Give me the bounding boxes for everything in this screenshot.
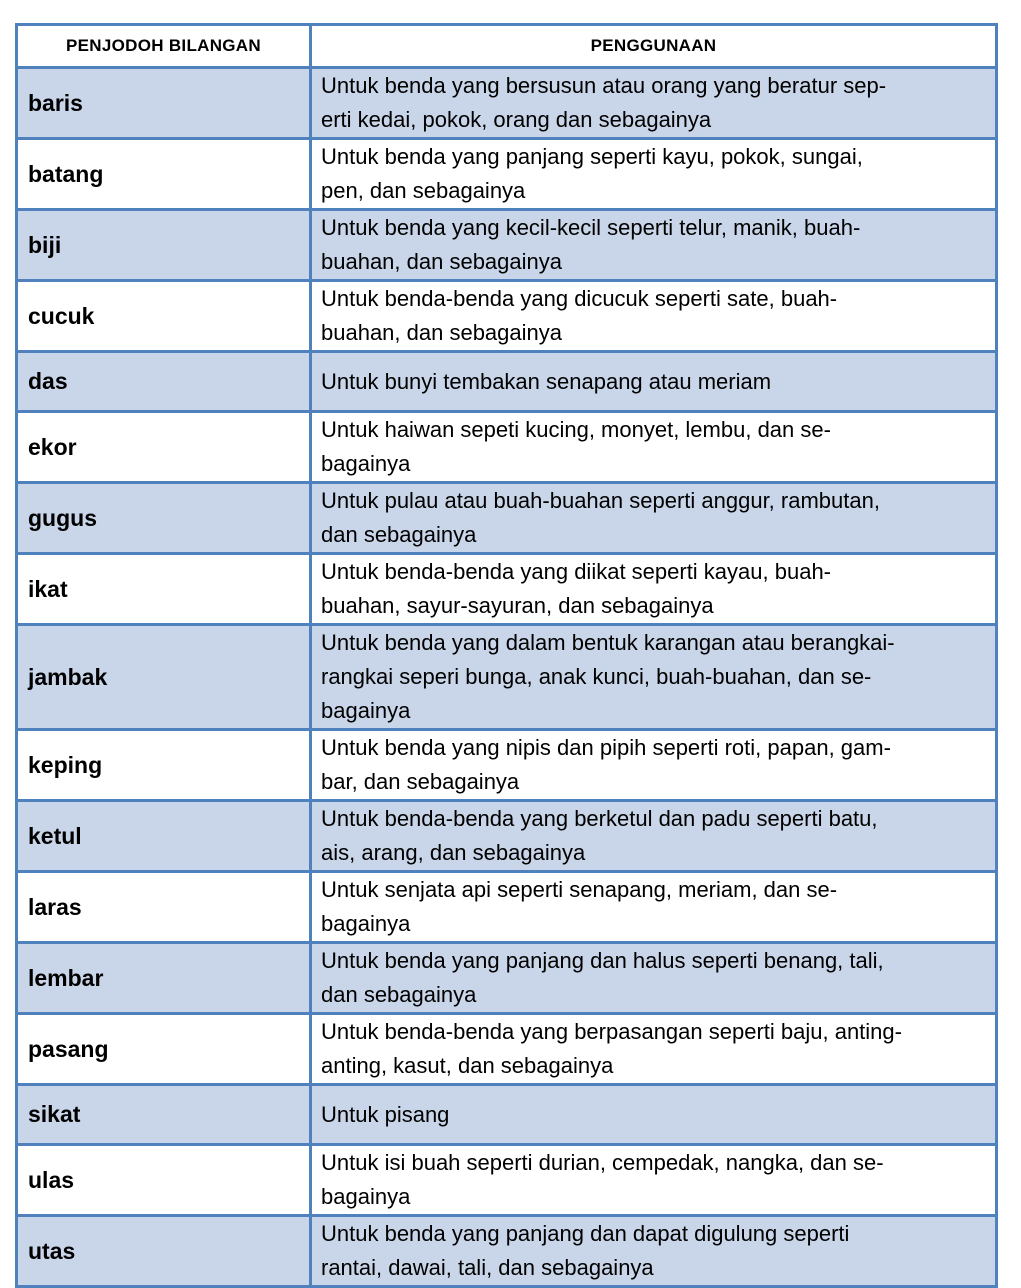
classifier-usage [311, 281, 997, 352]
usage-line: bar, dan sebagainya [321, 769, 520, 794]
header-penjodoh-bilangan: PENJODOH BILANGAN [17, 25, 311, 68]
table-row [17, 210, 997, 281]
usage-line: bagainya [321, 911, 411, 936]
usage-line: buahan, dan sebagainya [321, 320, 562, 345]
classifier-usage [311, 1145, 997, 1216]
table-row [17, 1216, 997, 1287]
usage-line: buahan, dan sebagainya [321, 249, 562, 274]
usage-line: Untuk bunyi tembakan senapang atau meriam [321, 368, 772, 394]
usage-line: Untuk benda yang kecil-kecil seperti telur, manik, buah- [321, 215, 861, 240]
classifier-usage [311, 625, 997, 730]
classifier-term: jambak [17, 625, 311, 730]
table-row [17, 730, 997, 801]
classifier-term: das [17, 352, 311, 412]
usage-line: Untuk benda yang nipis dan pipih seperti roti, papan, gam- [321, 735, 891, 760]
usage-line: Untuk senjata api seperti senapang, meriam, dan se- [321, 877, 838, 902]
classifier-usage [311, 352, 997, 412]
usage-line: pen, dan sebagainya [321, 178, 526, 203]
table-row [17, 352, 997, 412]
classifier-usage [311, 730, 997, 801]
usage-line: rantai, dawai, tali, dan sebagainya [321, 1255, 654, 1280]
usage-line: Untuk pulau atau buah-buahan seperti anggur, rambutan, [321, 488, 880, 513]
table-row [17, 281, 997, 352]
header-penggunaan: PENGGUNAAN [311, 25, 997, 68]
classifier-usage [311, 68, 997, 139]
usage-line: Untuk benda-benda yang berketul dan padu seperti batu, [321, 806, 878, 831]
classifier-term: sikat [17, 1085, 311, 1145]
usage-line: Untuk benda yang panjang dan dapat digulung seperti [321, 1221, 850, 1246]
usage-line: dan sebagainya [321, 982, 477, 1007]
classifier-term: utas [17, 1216, 311, 1287]
usage-line: Untuk benda-benda yang diikat seperti kayau, buah- [321, 559, 832, 584]
table-row [17, 554, 997, 625]
classifier-usage [311, 801, 997, 872]
classifier-term: pasang [17, 1014, 311, 1085]
classifier-usage [311, 554, 997, 625]
usage-line: Untuk benda-benda yang dicucuk seperti sate, buah- [321, 286, 838, 311]
usage-line: Untuk benda yang dalam bentuk karangan atau berangkai- [321, 630, 895, 655]
classifier-usage [311, 1085, 997, 1145]
classifier-term: ulas [17, 1145, 311, 1216]
classifier-term: ekor [17, 412, 311, 483]
usage-line: bagainya [321, 698, 411, 723]
classifier-table [15, 23, 998, 1288]
classifier-usage [311, 412, 997, 483]
table-row [17, 412, 997, 483]
classifier-term: gugus [17, 483, 311, 554]
classifier-term: laras [17, 872, 311, 943]
table-row [17, 943, 997, 1014]
table-body [17, 68, 997, 1287]
classifier-term: ketul [17, 801, 311, 872]
usage-line: bagainya [321, 1184, 411, 1209]
classifier-usage [311, 1216, 997, 1287]
usage-line: buahan, sayur-sayuran, dan sebagainya [321, 593, 714, 618]
classifier-term: biji [17, 210, 311, 281]
usage-line: anting, kasut, dan sebagainya [321, 1053, 614, 1078]
table-row [17, 68, 997, 139]
usage-line: Untuk benda-benda yang berpasangan seperti baju, anting- [321, 1019, 902, 1044]
usage-line: dan sebagainya [321, 522, 477, 547]
table-row [17, 872, 997, 943]
classifier-usage [311, 139, 997, 210]
usage-line: ais, arang, dan sebagainya [321, 840, 586, 865]
usage-line: erti kedai, pokok, orang dan sebagainya [321, 107, 712, 132]
usage-line: Untuk pisang [321, 1101, 450, 1127]
table-row [17, 1085, 997, 1145]
usage-line: Untuk isi buah seperti durian, cempedak, nangka, dan se- [321, 1150, 884, 1175]
table-row [17, 483, 997, 554]
classifier-usage [311, 210, 997, 281]
classifier-term: ikat [17, 554, 311, 625]
classifier-usage [311, 1014, 997, 1085]
classifier-usage [311, 943, 997, 1014]
table-row [17, 625, 997, 730]
usage-line: Untuk benda yang bersusun atau orang yang beratur sep- [321, 73, 887, 98]
usage-line: Untuk benda yang panjang seperti kayu, pokok, sungai, [321, 144, 863, 169]
classifier-term: batang [17, 139, 311, 210]
table-row [17, 801, 997, 872]
usage-line: bagainya [321, 451, 411, 476]
table-row [17, 139, 997, 210]
classifier-term: cucuk [17, 281, 311, 352]
usage-line: rangkai seperi bunga, anak kunci, buah-buahan, dan se- [321, 664, 872, 689]
classifier-term: baris [17, 68, 311, 139]
classifier-usage [311, 872, 997, 943]
table-row [17, 1014, 997, 1085]
usage-line: Untuk haiwan sepeti kucing, monyet, lembu, dan se- [321, 417, 831, 442]
classifier-usage [311, 483, 997, 554]
classifier-term: keping [17, 730, 311, 801]
table-header-row [17, 25, 997, 68]
classifier-term: lembar [17, 943, 311, 1014]
usage-line: Untuk benda yang panjang dan halus seperti benang, tali, [321, 948, 884, 973]
table-row [17, 1145, 997, 1216]
